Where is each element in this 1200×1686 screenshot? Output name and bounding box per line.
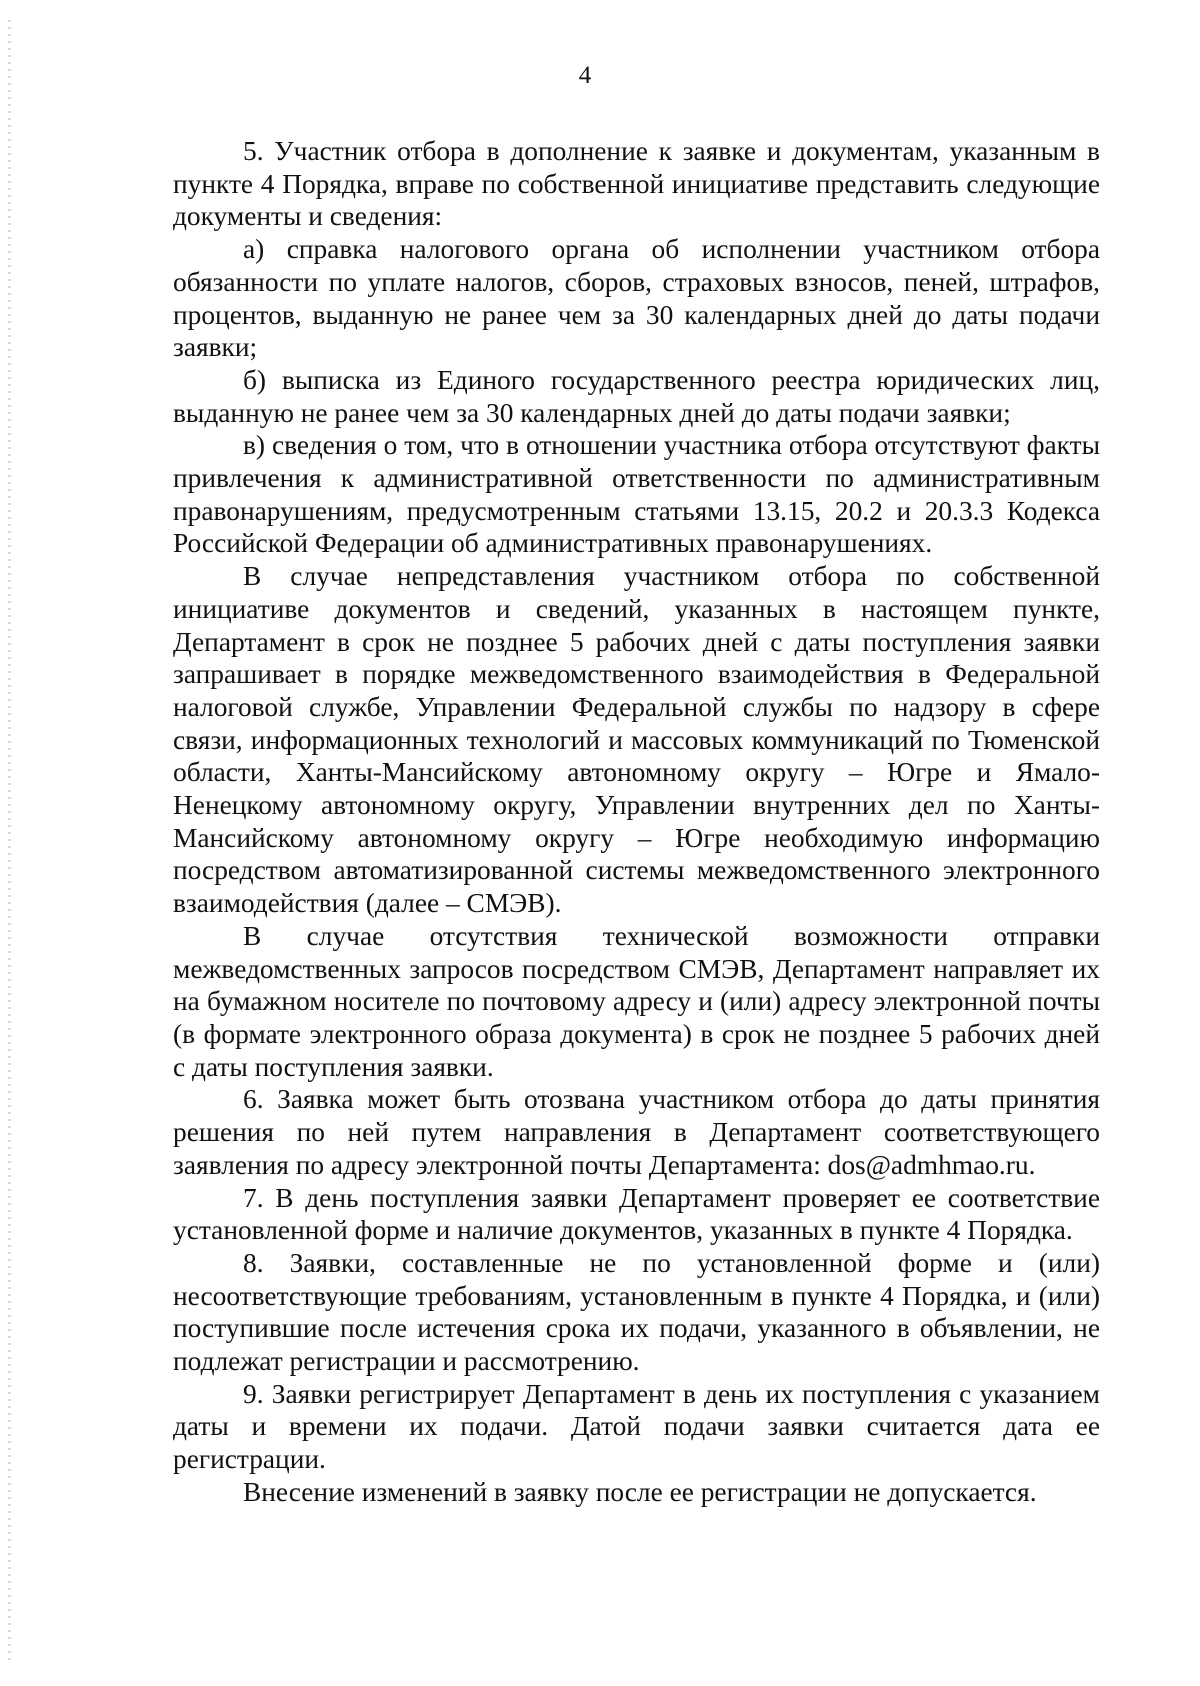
paragraph-9: 9. Заявки регистрирует Департамент в день их поступления с указанием даты и времени их подачи. Датой подачи заявки считается дата ее регистрации. [173, 1378, 1100, 1475]
document-body [173, 135, 1100, 1509]
paragraph-7: 7. В день поступления заявки Департамент проверяет ее соответствие установленной форме и наличие документов, указанных в пункте 4 Порядка. [173, 1182, 1100, 1246]
paragraph-8: 8. Заявки, составленные не по установленной форме и (или) несоответствующие требованиям, установленным в пункте 4 Порядка, и (или) поступившие после истечения срока их подачи, указанного в объявлении, не подлежат регистрации и рассмотрению. [173, 1247, 1100, 1377]
paragraph-6: 6. Заявка может быть отозвана участником отбора до даты принятия решения по ней путем направления в Департамент соответствующего заявления по адресу электронной почты Департамента: dos@admhmao.ru. [173, 1084, 1100, 1180]
paragraph-no-changes: Внесение изменений в заявку после ее регистрации не допускается. [243, 1476, 1037, 1507]
scan-edge-artifact [8, 20, 11, 1660]
paragraph-5-a: а) справка налогового органа об исполнении участником отбора обязанности по уплате налогов, сборов, страховых взносов, пеней, штрафов, процентов, выданную не ранее чем за 30 календарных дней до даты подачи заявки; [173, 234, 1100, 363]
paragraph-5-intro: 5. Участник отбора в дополнение к заявке и документам, указанным в пункте 4 Порядка, вправе по собственной инициативе представить следующие документы и сведения: [173, 136, 1100, 232]
page-number: 4 [578, 62, 592, 89]
paragraph-5-v: в) сведения о том, что в отношении участника отбора отсутствуют факты привлечения к административной ответственности по административным правонарушениям, предусмотренным статьями 13.15, 20.2 и 20.3.3 Кодекса Российской Федерации об административных правонарушениях. [173, 430, 1100, 559]
paragraph-no-smev: В случае отсутствия технической возможности отправки межведомственных запросов посредством СМЭВ, Департамент направляет их на бумажном носителе по почтовому адресу и (или) адресу электронной почты (в формате электронного образа документа) в срок не позднее 5 рабочих дней с даты поступления заявки. [173, 920, 1100, 1082]
paragraph-5-b: б) выписка из Единого государственного реестра юридических лиц, выданную не ранее чем за 30 календарных дней до даты подачи заявки; [173, 364, 1100, 428]
paragraph-nonsubmission: В случае непредставления участником отбора по собственной инициативе документов и сведений, указанных в настоящем пункте, Департамент в срок не позднее 5 рабочих дней с даты поступления заявки запрашивает в порядке межведомственного взаимодействия в Федеральной налоговой службе, Управлении Федеральной службы по надзору в сфере связи, информационных технологий и массовых коммуникаций по Тюменской области, Ханты-Мансийскому автономному округу – Югре и Ямало-Ненецкому автономному округу, Управлении внутренних дел по Ханты-Мансийскому автономному округу – Югре необходимую информацию посредством автоматизированной системы межведомственного электронного взаимодействия (далее – СМЭВ). [173, 561, 1100, 919]
